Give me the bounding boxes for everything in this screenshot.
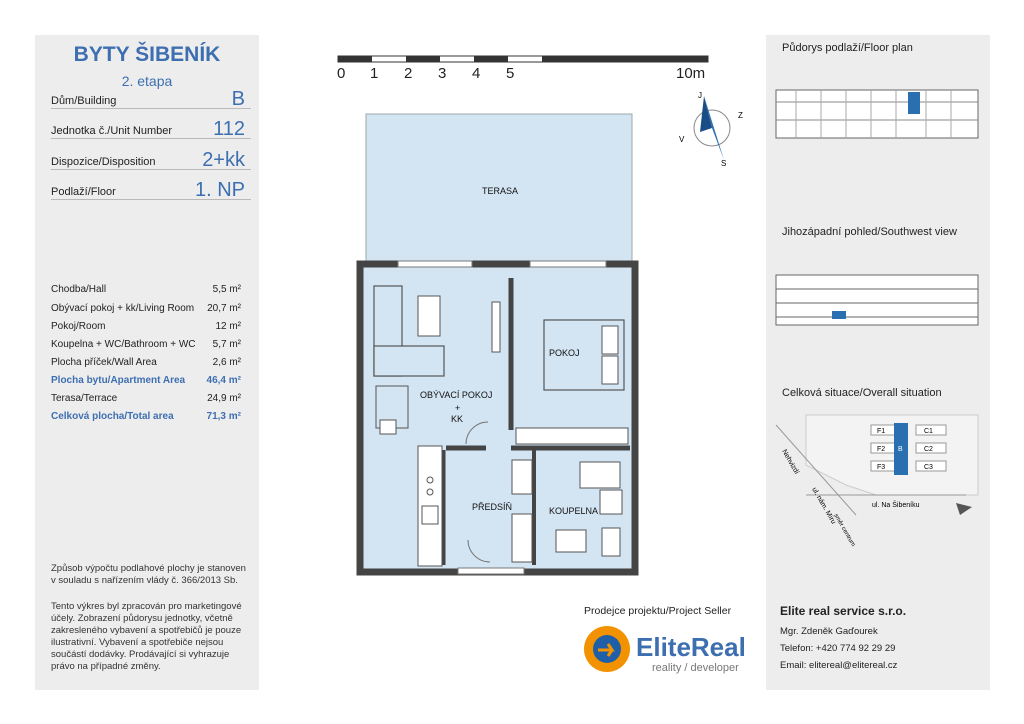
map-street-label: směr centrum <box>832 513 856 548</box>
room-bedroom: POKOJ <box>549 348 580 358</box>
area-value: 20,7 m² <box>207 303 241 314</box>
unit-label: Dispozice/Disposition <box>51 156 156 168</box>
area-value: 5,7 m² <box>212 339 241 350</box>
area-label: Plocha příček/Wall Area <box>51 357 157 368</box>
area-label: Chodba/Hall <box>51 284 107 295</box>
area-value: 2,6 m² <box>212 357 241 368</box>
scale-tick: 4 <box>472 65 481 82</box>
marketing-note: Tento výkres byl zpracován pro marketingové účely. Zobrazení půdorysu jednotky, včetně zakresleného vybavení a spotřebičů je pouze ilustrativní. Vybavení a spotřebiče nejsou součástí dodávky. Prodávající si vyhrazuje právo na případné změny. <box>51 601 242 672</box>
area-row-total <box>51 411 241 426</box>
info-panel <box>35 35 259 690</box>
unit-label: Podlaží/Floor <box>51 186 116 198</box>
area-row <box>51 284 241 299</box>
project-title: BYTY ŠIBENÍK <box>73 43 221 66</box>
area-row-apartment <box>51 375 241 390</box>
scale-bar <box>335 54 715 64</box>
compass-icon <box>676 88 748 168</box>
area-label: Celková plocha/Total area <box>51 411 174 422</box>
elitereal-logo-icon <box>582 624 632 674</box>
map-building-label: C3 <box>924 464 933 471</box>
contact-company: Elite real service s.r.o. <box>780 604 907 618</box>
scale-tick: 0 <box>337 65 346 82</box>
map-building-label: F2 <box>877 446 886 453</box>
map-building-label: F1 <box>877 428 886 435</box>
map-building-label: B <box>898 446 903 453</box>
floor-plan-thumbnail <box>776 90 978 140</box>
area-label: Obývací pokoj + kk/Living Room <box>51 303 195 314</box>
situation-map <box>776 415 978 548</box>
area-value: 12 m² <box>215 321 241 332</box>
floor-plan-title: Půdorys podlaží/Floor plan <box>782 42 913 54</box>
unit-label: Dům/Building <box>51 95 117 107</box>
area-value: 5,5 m² <box>212 284 241 295</box>
area-row <box>51 303 241 318</box>
area-label: Koupelna + WC/Bathroom + WC <box>51 339 196 350</box>
area-label: Terasa/Terrace <box>51 393 118 404</box>
area-value: 46,4 m² <box>206 375 241 386</box>
room-terrace: TERASA <box>482 186 519 196</box>
southwest-title: Jihozápadní pohled/Southwest view <box>782 226 957 238</box>
unit-label: Jednotka č./Unit Number <box>51 125 173 137</box>
room-living-3: KK <box>451 414 464 424</box>
area-label: Plocha bytu/Apartment Area <box>51 375 186 386</box>
situation-title: Celková situace/Overall situation <box>782 387 942 399</box>
map-building-label: C1 <box>924 428 933 435</box>
compass-n: J <box>698 91 702 100</box>
legal-note: Způsob výpočtu podlahové plochy je stanoven v souladu s nařízením vlády č. 366/2013 Sb. <box>51 563 246 586</box>
unit-row-floor <box>51 179 251 201</box>
map-street-label: ul. Na Šibeníku <box>872 502 920 509</box>
area-row <box>51 339 241 354</box>
contact-person: Mgr. Zdeněk Gaďourek <box>780 626 878 637</box>
southwest-thumbnail <box>776 271 978 329</box>
area-label: Pokoj/Room <box>51 321 106 332</box>
map-building-label: F3 <box>877 464 886 471</box>
area-row <box>51 321 241 336</box>
area-value: 24,9 m² <box>207 393 241 404</box>
unit-row-disposition <box>51 149 251 171</box>
compass-s: S <box>721 159 727 168</box>
room-bathroom: KOUPELNA <box>549 506 599 516</box>
scale-tick: 5 <box>506 65 515 82</box>
scale-tick: 2 <box>404 65 413 82</box>
unit-value: 1. NP <box>194 179 245 201</box>
unit-value: B <box>231 88 245 110</box>
room-living-2: + <box>455 403 461 413</box>
room-living-1: OBÝVACÍ POKOJ <box>420 390 493 400</box>
project-subtitle: 2. etapa <box>121 73 173 89</box>
map-street-label: Nehvizdí <box>780 448 800 476</box>
compass-w: V <box>679 135 685 144</box>
scale-tick: 3 <box>438 65 447 82</box>
map-building-label: C2 <box>924 446 933 453</box>
unit-value: 112 <box>213 118 245 140</box>
compass-e: Z <box>738 111 743 120</box>
map-street-label: ul. nám. Míru <box>810 486 837 526</box>
area-row <box>51 393 241 408</box>
context-panel <box>766 35 990 690</box>
area-value: 71,3 m² <box>206 411 241 422</box>
contact-phone: Telefon: +420 774 92 29 29 <box>780 643 896 654</box>
scale-tick: 1 <box>370 65 379 82</box>
scale-tick: 10m <box>676 65 706 82</box>
unit-row-building <box>51 88 251 110</box>
room-hall: PŘEDSÍŇ <box>472 502 513 512</box>
logo-tagline: reality / developer <box>652 662 739 674</box>
contact-email: Email: elitereal@elitereal.cz <box>780 660 898 671</box>
logo-text: EliteReal <box>636 632 746 662</box>
seller-label: Prodejce projektu/Project Seller <box>584 605 732 617</box>
unit-value: 2+kk <box>202 149 245 171</box>
area-row <box>51 357 241 372</box>
unit-row-number <box>51 118 251 140</box>
